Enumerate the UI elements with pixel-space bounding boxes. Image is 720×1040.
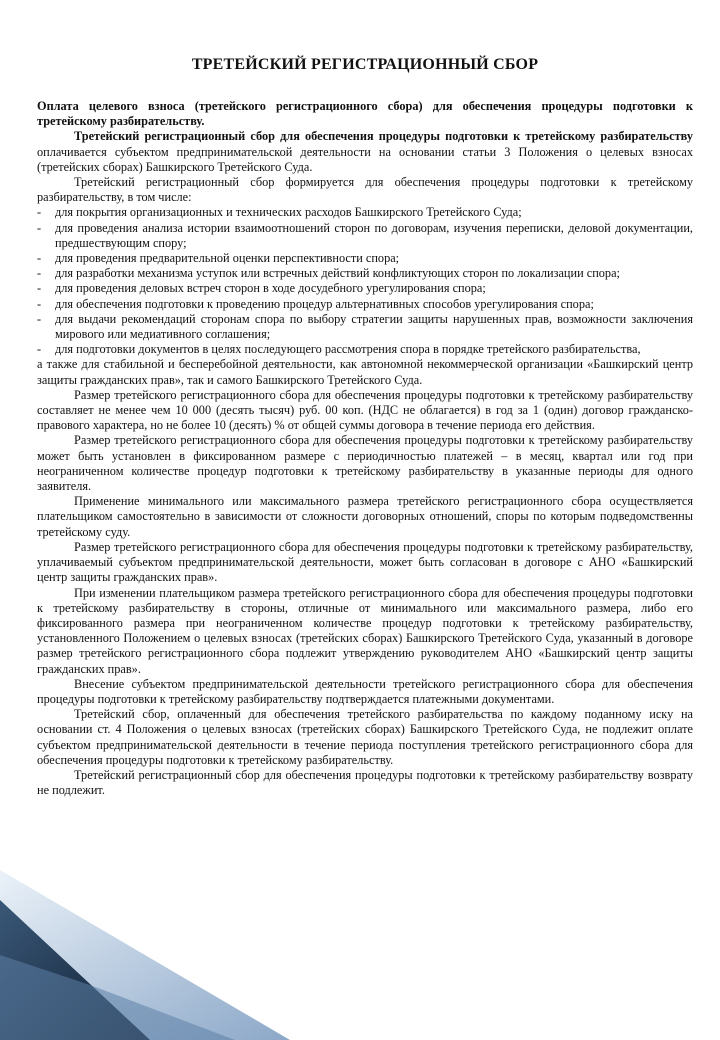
list-item: - для выдачи рекомендаций сторонам спора по выбору стратегии защиты нарушенных прав, возможности заключения мирового или медиативного соглашения; <box>37 311 693 342</box>
dash-marker: - <box>37 251 42 266</box>
dash-marker: - <box>37 266 42 281</box>
list-item: - для разработки механизма уступок или встречных действий конфликтующих сторон по локализации спора; <box>37 266 620 281</box>
paragraph-8: При изменении плательщиком размера третейского регистрационного сбора для обеспечения процедуры подготовки к третейскому разбирательству в стороны, отличные от минимального или максимального размера, либо его фиксированного размера при неограниченном количестве процедур подготовки к третейскому разбирательству, установленного Положением о целевых взносах (третейских сборах) Башкирского Третейского Суда, указанный в договоре размер третейского регистрационного сбора подлежит утверждению руководителем АНО «Башкирский центр защиты гражданских прав». <box>37 585 693 676</box>
list-item: - для обеспечения подготовки к проведению процедур альтернативных способов урегулирования спора; <box>37 296 594 311</box>
paragraph-11: Третейский регистрационный сбор для обеспечения процедуры подготовки к третейскому разбирательству возврату не подлежит. <box>37 767 693 798</box>
decor-shape-dark <box>0 900 150 1040</box>
paragraph-5: Размер третейского регистрационного сбора для обеспечения процедуры подготовки к третейскому разбирательству может быть установлен в фиксированном размере с периодичностью платежей – в месяц, квартал или год при неограниченном количестве процедур подготовки к третейскому разбирательству в указанные периоды для одного заявителя. <box>37 433 693 494</box>
dash-marker: - <box>37 342 42 357</box>
paragraph-3: а также для стабильной и бесперебойной деятельности, как автономной некоммерческой организации «Башкирский центр защиты гражданских прав», так и самого Башкирского Третейского Суда. <box>37 357 693 387</box>
paragraph-1-text: оплачивается субъектом предпринимательской деятельности на основании статьи 3 Положения о целевых взносах (третейских сборах) Башкирского Третейского Суда. <box>37 144 693 174</box>
dash-marker: - <box>37 296 42 311</box>
paragraph-7: Размер третейского регистрационного сбора для обеспечения процедуры подготовки к третейскому разбирательству, уплачиваемый субъектом предпринимательской деятельности, может быть согласован в договоре с АНО «Башкирский центр защиты гражданских прав». <box>37 539 693 585</box>
paragraph-2: Третейский регистрационный сбор формируется для обеспечения процедуры подготовки к третейскому разбирательству, в том числе: <box>37 175 693 205</box>
list-item: - для подготовки документов в целях последующего рассмотрения спора в порядке третейского разбирательства, <box>37 342 641 357</box>
dash-marker: - <box>37 220 42 235</box>
list-item: - для проведения деловых встреч сторон в ходе досудебного урегулирования спора; <box>37 281 486 296</box>
paragraph-4: Размер третейского регистрационного сбора для обеспечения процедуры подготовки к третейскому разбирательству составляет не менее чем 10 000 (десять тысяч) руб. 00 коп. (НДС не облагается) в год за 1 (один) договор гражданско-правового характера, но не более 10 (десять) % от общей суммы договора в течение периода его действия. <box>37 387 693 433</box>
list-item: - для проведения анализа истории взаимоотношений сторон по договорам, изучения переписки, деловой документации, предшествующим спору; <box>37 220 693 250</box>
paragraph-1-bold: Третейский регистрационный сбор для обеспечения процедуры подготовки к третейскому разбирательству <box>74 129 693 144</box>
paragraph-6: Применение минимального или максимального размера третейского регистрационного сбора осуществляется плательщиком самостоятельно в зависимости от сложности договорных отношений, споры по которым подведомственны третейскому суду. <box>37 494 693 539</box>
dash-marker: - <box>37 205 42 220</box>
paragraph-10: Третейский сбор, оплаченный для обеспечения третейского разбирательства по каждому поданному иску на основании ст. 4 Положения о целевых взносах (третейских сборах) Башкирского Третейского Суда, не подлежит оплате субъектом предпринимательской деятельности в течение периода поступления третейского регистрационного сбора для обеспечения процедуры подготовки к третейскому разбирательству. <box>37 707 693 767</box>
dash-marker: - <box>37 281 42 296</box>
paragraph-9: Внесение субъектом предпринимательской деятельности третейского регистрационного сбора для обеспечения процедуры подготовки к третейскому разбирательству подтверждается платежными документами. <box>37 676 693 706</box>
decor-shape-mid <box>0 955 235 1040</box>
list-item: - для проведения предварительной оценки перспективности спора; <box>37 251 400 266</box>
dash-marker: - <box>37 311 42 326</box>
page-title: ТРЕТЕЙСКИЙ РЕГИСТРАЦИОННЫЙ СБОР <box>191 56 539 73</box>
lead-paragraph: Оплата целевого взноса (третейского регистрационного сбора) для обеспечения процедуры подготовки к третейскому разбирательству. <box>37 99 693 129</box>
paragraph-1 <box>37 129 693 175</box>
purpose-list <box>37 205 693 357</box>
list-item: - для покрытия организационных и технических расходов Башкирского Третейского Суда; <box>37 205 522 220</box>
document-body <box>37 99 693 798</box>
decor-shape-light <box>0 870 290 1040</box>
